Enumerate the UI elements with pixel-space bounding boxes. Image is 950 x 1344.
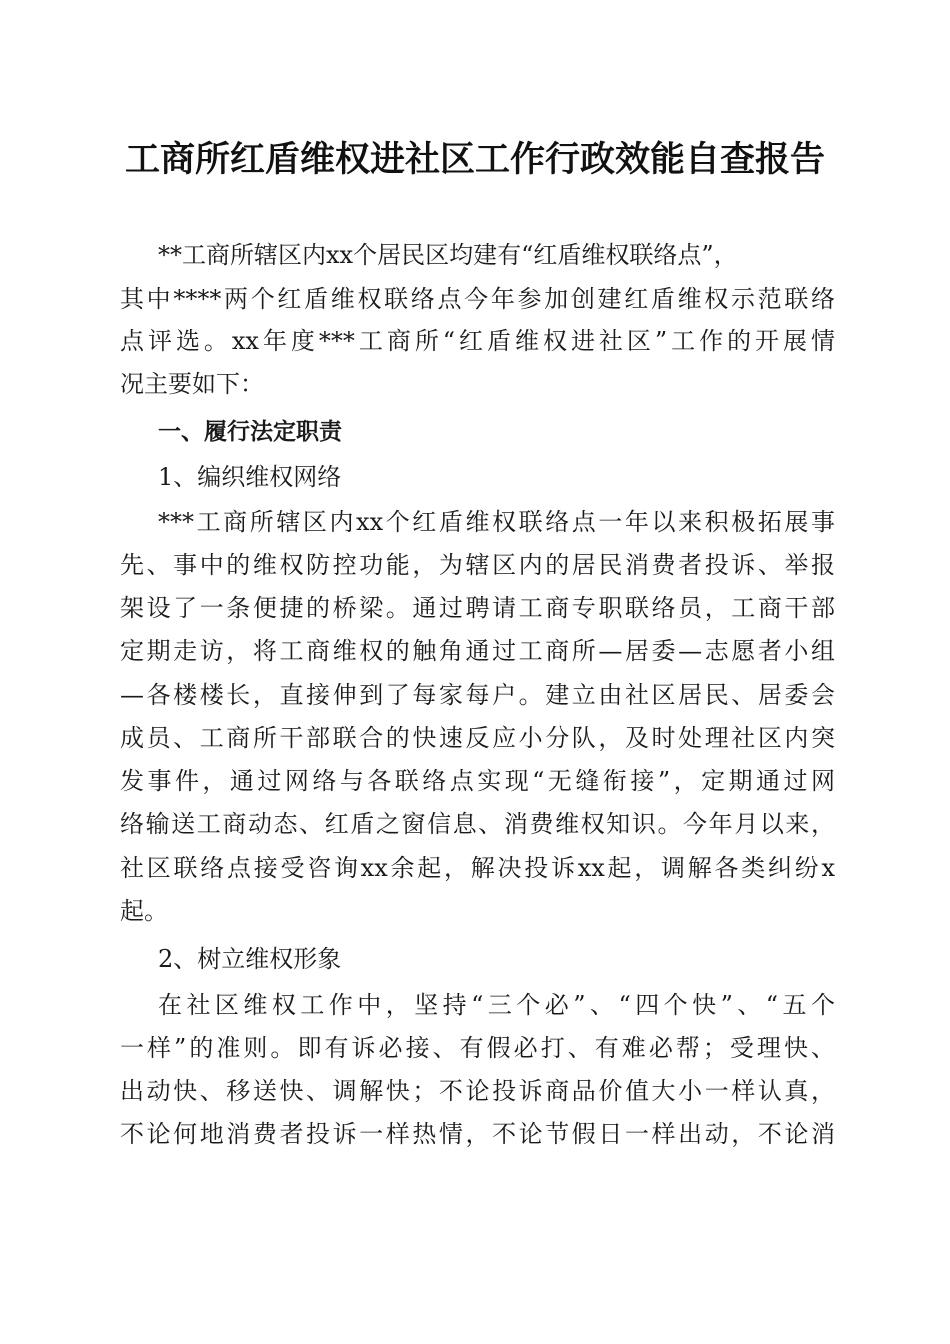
paragraph-line: 出动快、移送快、调解快；不论投诉商品价值大小一样认真， — [120, 1077, 835, 1105]
paragraph-line: 不论何地消费者投诉一样热情，不论节假日一样出动，不论消 — [120, 1120, 835, 1148]
paragraph-line: 一样”的准则。即有诉必接、有假必打、有难必帮；受理快、 — [120, 1034, 835, 1062]
paragraph-line: 况主要如下： — [120, 370, 264, 398]
paragraph-line: —各楼楼长，直接伸到了每家每户。建立由社区居民、居委会 — [120, 681, 835, 709]
paragraph-line: 成员、工商所干部联合的快速反应小分队，及时处理社区内突 — [120, 724, 835, 752]
subsection-heading: 2、树立维权形象 — [158, 945, 342, 973]
paragraph-line: 络输送工商动态、红盾之窗信息、消费维权知识。今年月以来， — [120, 810, 835, 838]
paragraph-line: 起。 — [120, 897, 168, 925]
paragraph-line: 发事件，通过网络与各联络点实现“无缝衔接”，定期通过网 — [120, 767, 835, 795]
paragraph-line: 在社区维权工作中，坚持“三个必”、“四个快”、“五个 — [158, 991, 835, 1019]
subsection-heading: 1、编织维权网络 — [158, 463, 342, 491]
paragraph-line: 先、事中的维权防控功能，为辖区内的居民消费者投诉、举报 — [120, 551, 835, 579]
paragraph-line: 其中****两个红盾维权联络点今年参加创建红盾维权示范联络 — [120, 285, 835, 313]
paragraph-line: 架设了一条便捷的桥梁。通过聘请工商专职联络员，工商干部 — [120, 594, 835, 622]
paragraph-line: 点评选。xx年度***工商所“红盾维权进社区”工作的开展情 — [120, 327, 835, 355]
paragraph-line: ***工商所辖区内xx个红盾维权联络点一年以来积极拓展事 — [158, 508, 835, 536]
section-heading: 一、履行法定职责 — [158, 419, 342, 445]
paragraph-line: **工商所辖区内xx个居民区均建有“红盾维权联络点”， — [158, 241, 738, 269]
document-title: 工商所红盾维权进社区工作行政效能自查报告 — [124, 139, 825, 180]
paragraph-line: 定期走访，将工商维权的触角通过工商所—居委—志愿者小组 — [120, 637, 835, 665]
paragraph-line: 社区联络点接受咨询xx余起，解决投诉xx起，调解各类纠纷x — [120, 854, 835, 882]
